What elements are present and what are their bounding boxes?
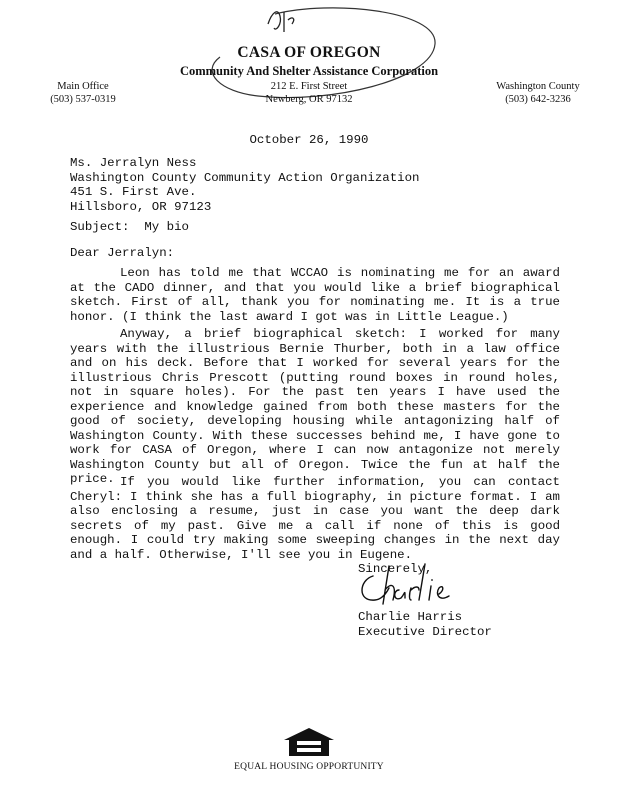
org-full-name: Community And Shelter Assistance Corporation	[179, 64, 439, 78]
county-office-contact	[478, 80, 598, 106]
subject-line: Subject: My bio	[70, 220, 189, 234]
signer-name: Charlie Harris	[358, 610, 463, 624]
recipient-line: Ms. Jerralyn Ness	[70, 156, 197, 170]
closing: Sincerely,	[358, 562, 433, 576]
signer-block	[358, 610, 492, 639]
address-line-1: 212 E. First Street	[270, 81, 348, 92]
main-office-label: Main Office	[57, 81, 109, 92]
recipient-line: Washington County Community Action Organization	[70, 170, 420, 185]
signer-title: Executive Director	[358, 624, 492, 639]
body-paragraph: Leon has told me that WCCAO is nominating me for an award at the CADO dinner, and that you would like a brief biographical sketch. First of all, thank you for nominating me. It is a true honor. (I think the last award I got was in Little League.)	[70, 266, 560, 324]
main-office-phone: (503) 537-0319	[50, 94, 116, 105]
main-office-contact	[28, 80, 138, 106]
address-line-2: Newberg, OR 97132	[265, 94, 353, 105]
letter-date: October 26, 1990	[249, 133, 369, 147]
body-paragraph: If you would like further information, you can contact Cheryl: I think she has a full biography, in picture format. I am also enclosing a resume, just in case you want the deep dark secrets of my past. Give me a call if none of this is good enough. I could try making some sweeping changes in the next day and a half. Otherwise, I'll see you in Eugene.	[70, 475, 560, 562]
equal-housing-text: EQUAL HOUSING OPPORTUNITY	[234, 762, 384, 772]
salutation: Dear Jerralyn:	[70, 246, 175, 260]
recipient-line: Hillsboro, OR 97123	[70, 199, 212, 214]
equal-housing-icon	[281, 726, 337, 758]
recipient-address	[70, 156, 419, 214]
body-paragraph: Anyway, a brief biographical sketch: I worked for many years with the illustrious Bernie Thurber, both in a law office and on his deck. Before that I worked for several years for the illustrious Chris Prescott (putting round boxes in round holes, not in square holes). For the past ten years I have used the experience and knowledge gained from both these masters for the good of society, developing housing while antagonizing half of Washington County. With these successes behind me, I have gone to work for CASA of Oregon, where I can now antagonize not merely Washington County but all of Oregon. Twice the fun at half the price.	[70, 327, 560, 486]
county-office-label: Washington County	[496, 81, 580, 92]
recipient-line: 451 S. First Ave.	[70, 185, 197, 199]
county-office-phone: (503) 642-3236	[505, 94, 571, 105]
org-name: CASA OF OREGON	[237, 44, 381, 61]
